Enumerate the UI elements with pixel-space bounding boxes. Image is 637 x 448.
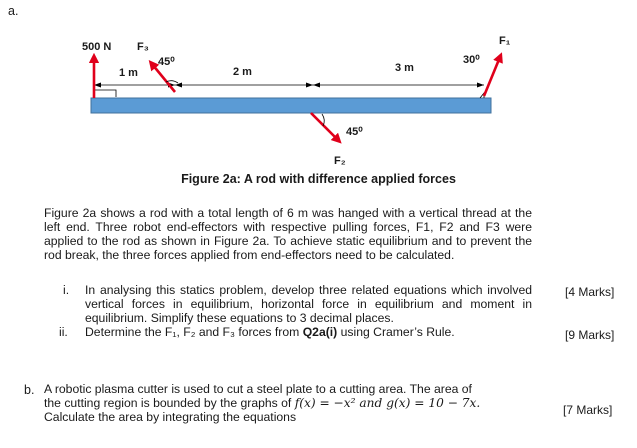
- item-ii-text-before: Determine the F₁, F₂ and F₃ forces from: [85, 325, 303, 339]
- label-angle-f3: 45⁰: [158, 56, 175, 68]
- dimension-tick-f3b: [175, 83, 182, 88]
- part-b-line-2: [44, 397, 544, 411]
- force-f2-arrow: [311, 113, 338, 140]
- figure-caption: Figure 2a: A rod with difference applied forces: [181, 172, 456, 186]
- item-i-text: In analysing this statics problem, develop three related equations which involved vertical forces in equilibrium, horizontal force in equilibrium and moment in equilibrium. Simplify these equations to 3 decimal places.: [85, 283, 532, 325]
- label-dist-1m: 1 m: [119, 67, 138, 79]
- rod: [91, 98, 491, 113]
- part-b-marks: [7 Marks]: [563, 403, 613, 417]
- left-end-bracket: [94, 88, 116, 97]
- dimension-tick-f2b: [313, 83, 320, 88]
- problem-paragraph: Figure 2a shows a rod with a total length of 6 m was hanged with a vertical thread at the left end. Three robot end-effectors with respective pulling forces, F1, F2 and F3 were applied to the rod as shown in Figure 2a. To achieve static equilibrium and to prevent the rod break, the three forces applied from end-effectors need to be calculated.: [44, 206, 532, 262]
- part-b-letter: b.: [24, 383, 35, 397]
- label-f2: F₂: [334, 155, 346, 167]
- item-ii-text-after: using Cramer’s Rule.: [337, 325, 455, 339]
- item-ii-text: [85, 326, 545, 340]
- label-f1: F₁: [499, 35, 511, 47]
- item-i-number: i.: [63, 283, 70, 297]
- label-500n: 500 N: [82, 41, 112, 53]
- part-b-functions: f(x) = −x² and g(x) = 10 − 7x.: [294, 396, 481, 410]
- label-f3: F₃: [137, 41, 149, 53]
- label-angle-f2: 45⁰: [346, 126, 363, 138]
- label-dist-2m: 2 m: [233, 66, 252, 78]
- item-ii-reference: Q2a(i): [302, 325, 338, 339]
- item-ii-number: ii.: [59, 325, 68, 339]
- item-i-marks: [4 Marks]: [565, 285, 615, 299]
- dimension-tick-f2: [306, 83, 313, 88]
- part-b-line-2-text: the cutting region is bounded by the graphs of: [44, 396, 295, 410]
- label-dist-3m: 3 m: [395, 62, 414, 74]
- part-b-line-1: A robotic plasma cutter is used to cut a steel plate to a cutting area. The area of: [44, 382, 472, 396]
- force-f1-arrow: [484, 57, 500, 96]
- rod-diagram: [0, 0, 637, 200]
- dimension-arrow-right: [477, 83, 484, 88]
- label-angle-f1: 30⁰: [463, 54, 480, 66]
- part-a-letter: a.: [8, 4, 19, 18]
- force-f3-arrow: [152, 64, 175, 92]
- item-ii-marks: [9 Marks]: [565, 328, 615, 342]
- part-b-line-3: Calculate the area by integrating the equations: [44, 410, 297, 424]
